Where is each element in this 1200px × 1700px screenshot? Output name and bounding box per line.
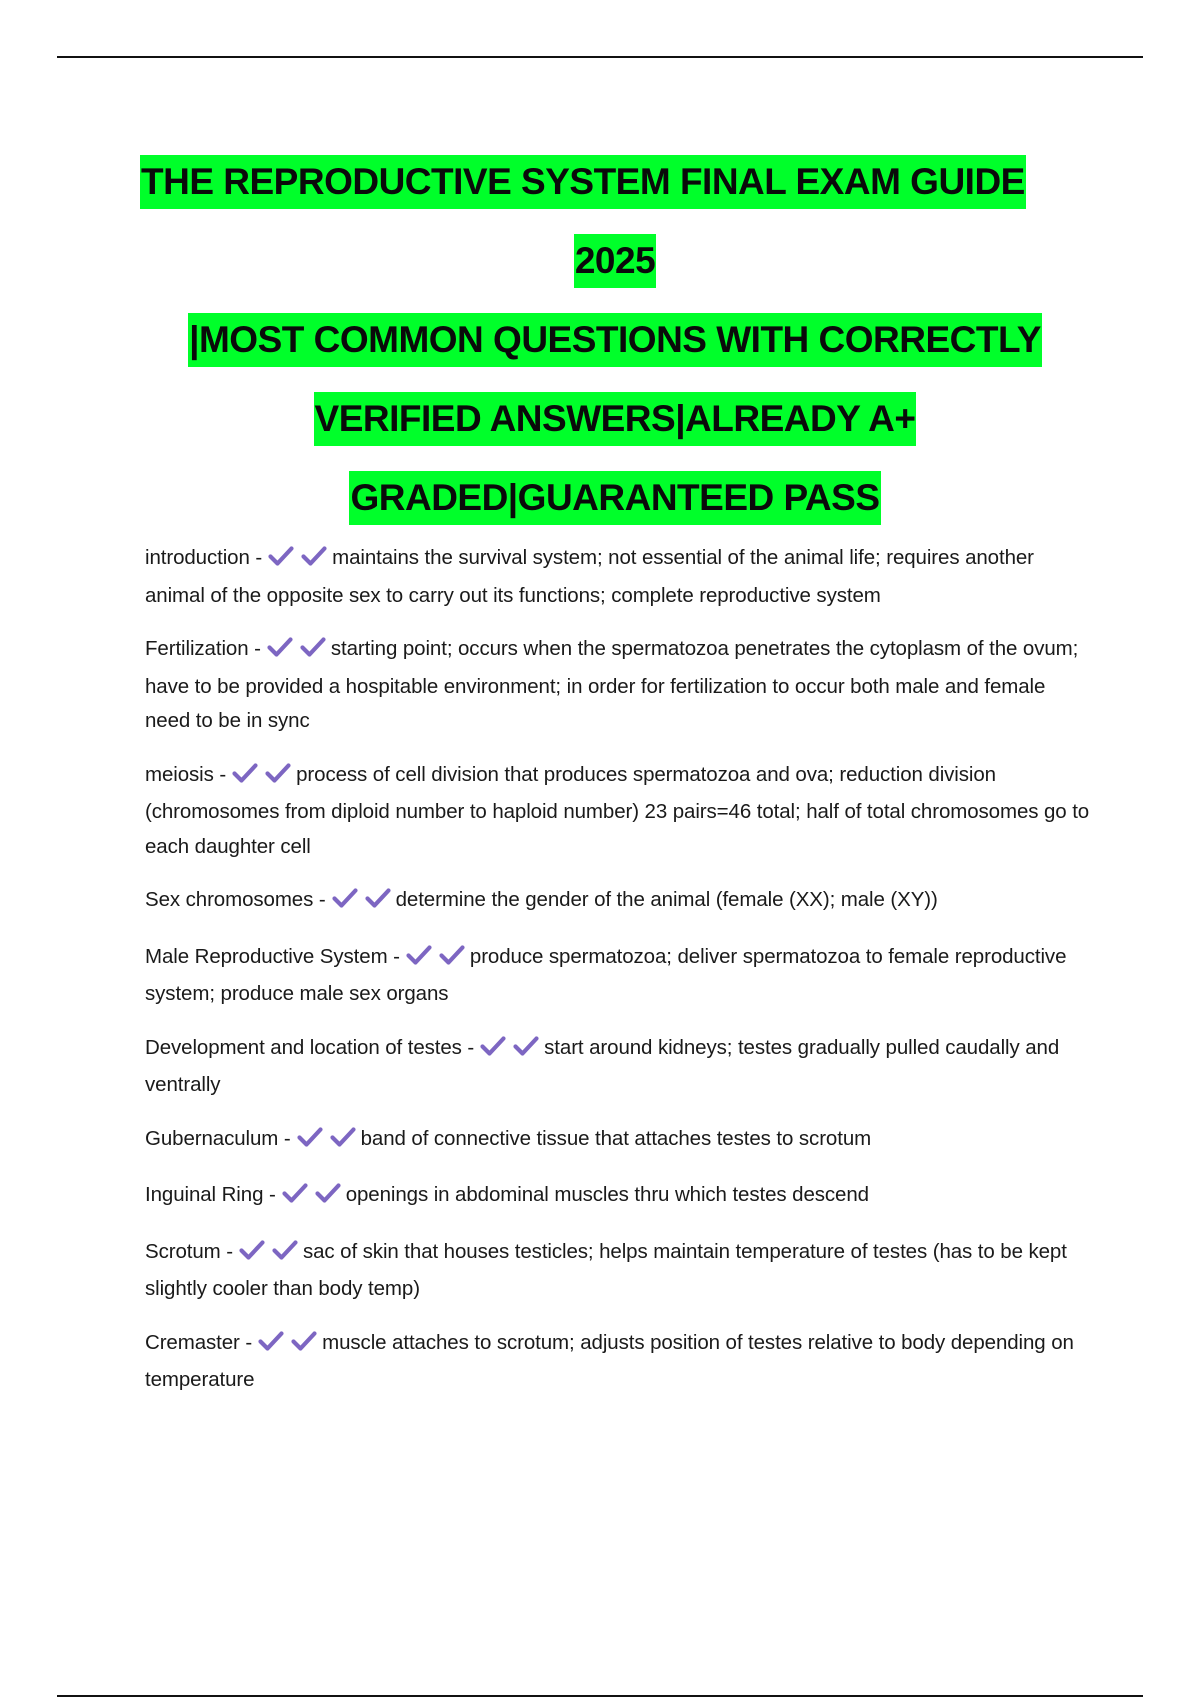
title-text: VERIFIED ANSWERS|ALREADY A+: [314, 392, 917, 446]
qa-item: [145, 632, 1090, 739]
title-line: [140, 221, 1090, 300]
check-icon: [301, 545, 327, 567]
definition-text: produce spermatozoa; deliver spermatozoa to female reproductive system; produce male sex organs: [145, 944, 1067, 1005]
term-separator: -: [248, 637, 261, 660]
check-icon: [282, 1182, 308, 1204]
term-separator: -: [313, 888, 326, 911]
verified-checks: [232, 761, 294, 796]
definition-text: process of cell division that produces spermatozoa and ova; reduction division (chromosomes from diploid number to haploid number) 23 pairs=46 total; half of total chromosomes go to each daughter cell: [145, 762, 1090, 858]
term-separator: -: [239, 1330, 253, 1354]
title-line: [140, 458, 1090, 537]
qa-item: [145, 758, 1090, 865]
check-icon: [297, 1126, 323, 1148]
term-separator: -: [387, 944, 400, 968]
check-icon: [268, 545, 294, 567]
qa-item: [145, 541, 1090, 613]
term-separator: -: [213, 762, 227, 786]
term-text: meiosis: [145, 762, 214, 786]
check-icon: [330, 1126, 356, 1148]
verified-checks: [480, 1034, 542, 1069]
definition-text: muscle attaches to scrotum; adjusts position of testes relative to body depending on temperature: [145, 1330, 1074, 1391]
qa-item: [145, 883, 1090, 921]
check-icon: [365, 887, 391, 909]
verified-checks: [406, 943, 468, 978]
check-icon: [300, 636, 326, 658]
check-icon: [480, 1035, 506, 1057]
check-icon: [439, 944, 465, 966]
bottom-rule: [57, 1695, 1143, 1697]
qa-item: [145, 1122, 1090, 1160]
check-icon: [332, 887, 358, 909]
term-separator: -: [263, 1183, 276, 1206]
definition-text: sac of skin that houses testicles; helps maintain temperature of testes (has to be kept slightly cooler than body temp): [145, 1239, 1067, 1300]
check-icon: [315, 1182, 341, 1204]
title-line: [140, 142, 1090, 221]
verified-checks: [332, 886, 394, 921]
check-icon: [267, 636, 293, 658]
term-text: Gubernaculum: [145, 1126, 279, 1150]
term-text: introduction: [145, 546, 250, 569]
title-text: THE REPRODUCTIVE SYSTEM FINAL EXAM GUIDE: [140, 155, 1026, 209]
title-line: [140, 379, 1090, 458]
term-separator: -: [220, 1239, 233, 1263]
term-text: Cremaster: [145, 1330, 240, 1354]
verified-checks: [258, 1329, 320, 1364]
check-icon: [232, 762, 258, 784]
definition-text: maintains the survival system; not essential of the animal life; requires another animal of the opposite sex to carry out its functions; complete reproductive system: [145, 546, 1034, 607]
verified-checks: [267, 635, 329, 670]
definition-text: band of connective tissue that attaches testes to scrotum: [360, 1126, 872, 1150]
qa-item: [145, 1178, 1090, 1216]
definition-text: openings in abdominal muscles thru which testes descend: [345, 1183, 869, 1206]
check-icon: [291, 1330, 317, 1352]
term-separator: -: [249, 546, 263, 569]
check-icon: [265, 762, 291, 784]
verified-checks: [268, 544, 330, 579]
term-text: Development and location of testes: [145, 1035, 462, 1059]
title-text: GRADED|GUARANTEED PASS: [349, 471, 880, 525]
term-text: Inguinal Ring: [145, 1183, 264, 1206]
check-icon: [239, 1239, 265, 1261]
qa-list: [145, 541, 1090, 1417]
title-text: |MOST COMMON QUESTIONS WITH CORRECTLY: [188, 313, 1042, 367]
title-text: 2025: [574, 234, 656, 288]
verified-checks: [239, 1238, 301, 1273]
definition-text: start around kidneys; testes gradually pulled caudally and ventrally: [145, 1035, 1060, 1096]
check-icon: [513, 1035, 539, 1057]
term-separator: -: [461, 1035, 475, 1059]
check-icon: [272, 1239, 298, 1261]
verified-checks: [282, 1181, 344, 1216]
check-icon: [406, 944, 432, 966]
document-title: [140, 142, 1090, 537]
check-icon: [258, 1330, 284, 1352]
term-text: Fertilization: [145, 637, 249, 660]
top-rule: [57, 56, 1143, 58]
qa-item: [145, 1326, 1090, 1398]
title-line: [140, 300, 1090, 379]
term-text: Sex chromosomes: [145, 888, 314, 911]
definition-text: determine the gender of the animal (female (XX); male (XY)): [395, 888, 938, 911]
term-separator: -: [278, 1126, 291, 1150]
qa-item: [145, 1031, 1090, 1103]
term-text: Male Reproductive System: [145, 944, 388, 968]
qa-item: [145, 1235, 1090, 1307]
qa-item: [145, 940, 1090, 1012]
term-text: Scrotum: [145, 1239, 221, 1263]
definition-text: starting point; occurs when the spermatozoa penetrates the cytoplasm of the ovum; have to be provided a hospitable environment; in order for fertilization to occur both male and female need to be in sync: [145, 637, 1079, 732]
verified-checks: [297, 1125, 359, 1160]
